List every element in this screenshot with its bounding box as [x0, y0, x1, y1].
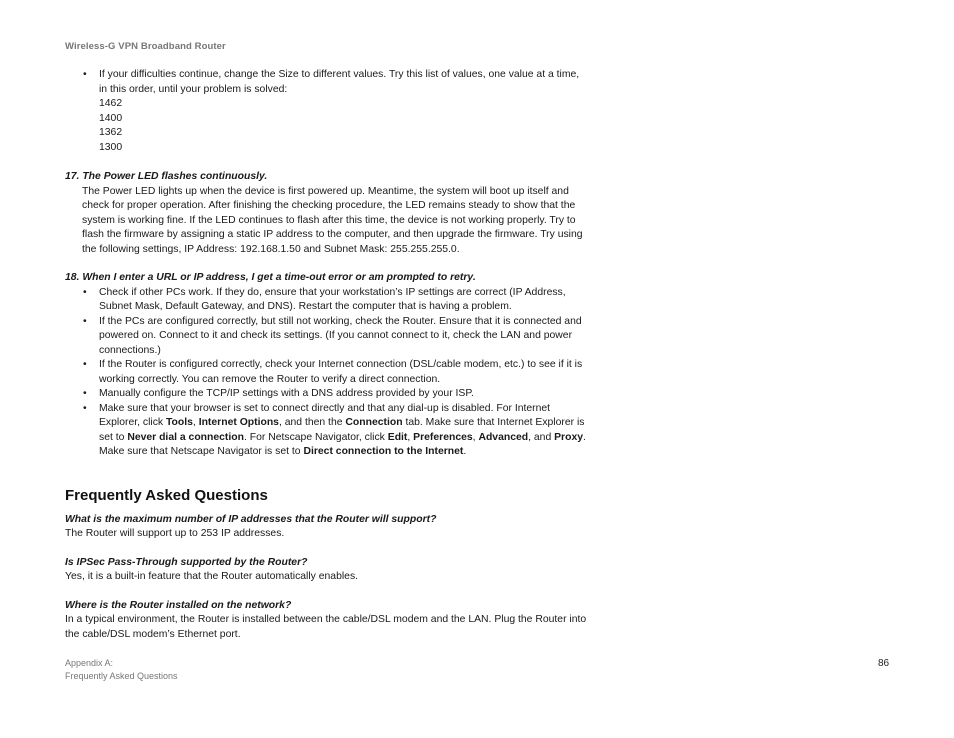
list-item: • Manually configure the TCP/IP settings with a DNS address provided by your ISP. — [65, 387, 590, 402]
faq-answer: In a typical environment, the Router is installed between the cable/DSL modem and the LAN. Plug the Router into the cable/DSL modem’s Ethernet port. — [65, 614, 587, 640]
list-item — [65, 402, 590, 460]
bold-term-connection: Connection — [345, 417, 403, 428]
page-content — [65, 68, 590, 642]
faq-answer: Yes, it is a built-in feature that the Router automatically enables. — [65, 571, 359, 582]
item-18-heading: 18. When I enter a URL or IP address, I get a time-out error or am prompted to retry. — [65, 272, 476, 283]
bold-term-never-dial: Never dial a connection — [127, 431, 244, 443]
item-17-heading: 17. The Power LED flashes continuously. — [65, 171, 268, 182]
item-18-bullet-list — [65, 286, 590, 460]
bullet-text: . Make sure that Netscape Navigator is set to — [99, 431, 586, 457]
bullet-text: , — [407, 431, 414, 443]
list-item: • If the Router is configured correctly, check your Internet connection (DSL/cable modem, etc.) to see if it is working correctly. You can remove the Router to verify a direct connection. — [65, 358, 590, 387]
list-item — [65, 68, 590, 155]
mtu-value: 1362 — [99, 127, 123, 138]
mtu-value: 1400 — [99, 112, 123, 124]
running-header: Wireless-G VPN Broadband Router — [65, 41, 226, 52]
bold-term-advanced: Advanced — [478, 431, 529, 443]
mtu-values — [99, 97, 590, 155]
footer-section-label: Frequently Asked Questions — [65, 670, 178, 681]
bold-term-edit: Edit — [387, 431, 408, 443]
bullet-text: . For Netscape Navigator, click — [243, 431, 388, 443]
bullet-text: , — [472, 431, 479, 443]
faq-answer: The Router will support up to 253 IP addresses. — [65, 528, 285, 539]
footer-appendix-label: Appendix A: — [65, 658, 114, 668]
bullet-text: , and — [528, 431, 555, 443]
mtu-value: 1462 — [99, 98, 123, 109]
faq-question: Is IPSec Pass-Through supported by the Router? — [65, 556, 308, 568]
bold-term-direct-connection: Direct connection to the Internet — [303, 446, 464, 457]
bullet-text: , — [192, 417, 199, 428]
page-number: 86 — [878, 658, 890, 669]
bullet-text: , and then the — [278, 417, 346, 428]
section-title: Frequently Asked Questions — [65, 486, 268, 504]
list-item: • Check if other PCs work. If they do, ensure that your workstation’s IP settings are correct (IP Address, Subnet Mask, Default Gateway, and DNS). Restart the computer that is having a problem. — [65, 286, 590, 315]
mtu-tip-text: • If your difficulties continue, change the Size to different values. Try this list of values, one value at a time, in this order, until your problem is solved: — [99, 69, 580, 95]
bold-term-proxy: Proxy — [554, 431, 584, 443]
bullet-text: . — [463, 446, 467, 457]
faq-question: Where is the Router installed on the network? — [65, 599, 292, 611]
mtu-bullet-list — [65, 68, 590, 155]
bullet-text: Make sure that your browser is set to connect directly and that any dial-up is disabled. For Internet Explorer, click — [99, 402, 551, 428]
bold-term-tools: Tools — [165, 417, 193, 428]
page-footer — [65, 657, 178, 682]
bold-term-internet-options: Internet Options — [198, 417, 279, 428]
item-17-body: The Power LED lights up when the device is first powered up. Meantime, the system will boot up itself and check for proper operation. After finishing the checking procedure, the LED remains steady to show that the system is working fine. If the LED continues to flash after this time, the device is not working properly. Try to flash the firmware by assigning a static IP address to the computer, and then upgrade the firmware. Try using the following settings, IP Address: 192.168.1.50 and Subnet Mask: 255.255.255.0. — [82, 185, 583, 255]
bold-term-preferences: Preferences — [413, 431, 473, 443]
bullet-text: tab. Make sure that Internet Explorer is set to — [99, 417, 585, 443]
faq-question: What is the maximum number of IP addresses that the Router will support? — [65, 513, 437, 525]
list-item: • If the PCs are configured correctly, but still not working, check the Router. Ensure that it is connected and powered on. Connect to it and check its settings. (If you cannot connect to it, check the LAN and power connections.) — [65, 315, 590, 359]
mtu-value: 1300 — [99, 141, 123, 153]
